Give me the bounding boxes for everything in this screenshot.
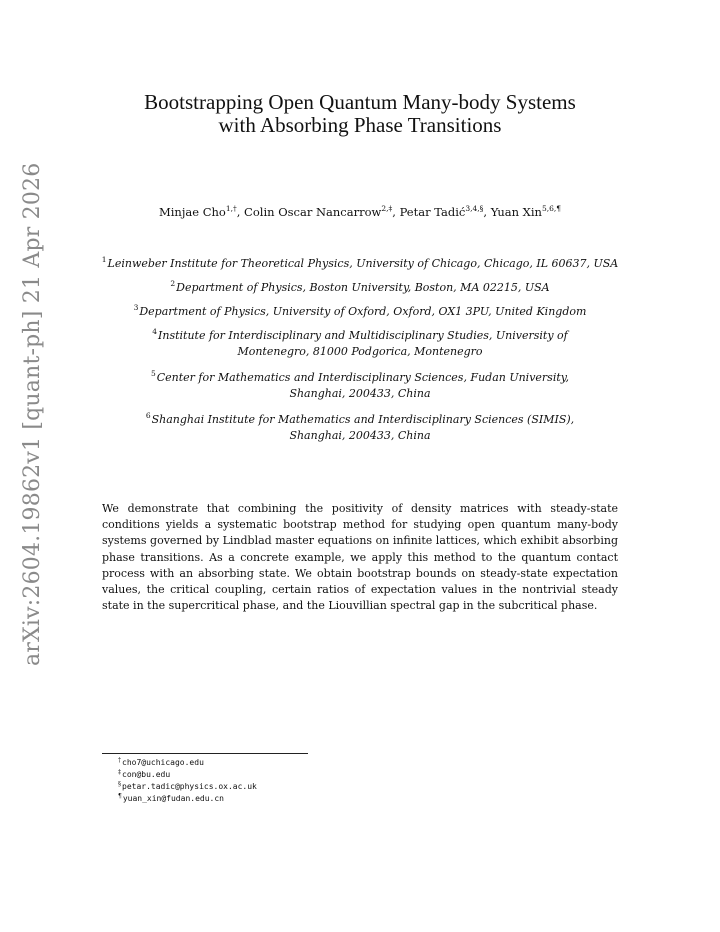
author-list: Minjae Cho$^{1,\dagger}$, Colin Oscar Nancarrow$^{2,\ddagger}$, Petar Tadić$^{3,4,\S}$, Yuan Xin$^{5,6,\P}$: [158, 204, 562, 219]
footnote: [118, 781, 418, 793]
affiliation-text: Institute for Interdisciplinary and Multidisciplinary Studies, University of: [158, 329, 568, 342]
title-line-1: Bootstrapping Open Quantum Many-body Systems: [144, 90, 576, 114]
author-marks: 5,6,¶: [541, 204, 562, 213]
affiliation-number: 5: [150, 369, 156, 378]
affiliation-number: 1: [101, 255, 107, 264]
footnote-rule: [102, 753, 308, 754]
affiliation-text: Department of Physics, Boston University, Boston, MA 02215, USA: [176, 281, 550, 294]
affiliation-number: 3: [133, 303, 139, 312]
author-marks: 2,‡: [381, 204, 393, 213]
footnote: [118, 793, 418, 805]
footnotes: [118, 757, 418, 805]
affiliation-text-line-2: Montenegro, 81000 Podgorica, Montenegro: [237, 345, 483, 358]
author-name: Colin Oscar Nancarrow: [244, 205, 382, 219]
author-marks: 3,4,§: [465, 204, 484, 213]
author-name: Petar Tadić: [399, 205, 466, 219]
footnote: [118, 757, 418, 769]
affiliation-number: 6: [145, 411, 151, 420]
affiliation: [90, 256, 630, 272]
author-marks: 1,†: [225, 204, 237, 213]
affiliation: [90, 280, 630, 296]
affiliation-text: Shanghai Institute for Mathematics and Interdisciplinary Sciences (SIMIS),: [151, 413, 575, 426]
footnote-email[interactable]: yuan_xin@fudan.edu.cn: [122, 794, 224, 803]
arxiv-identifier-stamp: arXiv:2604.19862v1 [quant-ph] 21 Apr 2026: [20, 162, 45, 666]
affiliation-text-line-2: Shanghai, 200433, China: [289, 387, 431, 400]
affiliation-number: 2: [170, 279, 176, 288]
title-line-2: with Absorbing Phase Transitions: [218, 113, 502, 137]
footnote-mark: ‡: [118, 769, 121, 776]
affiliation: [90, 304, 630, 320]
author-name: Minjae Cho: [158, 205, 226, 219]
affiliation: [90, 328, 630, 360]
footnote-email[interactable]: con@bu.edu: [122, 770, 171, 779]
footnote-mark: §: [118, 781, 121, 788]
footnote: [118, 769, 418, 781]
abstract: We demonstrate that combining the positivity of density matrices with steady-state conditions yields a systematic bootstrap method for studying open quantum many-body systems governed by Lindblad master equations on infinite lattices, which exhibit absorbing phase transitions. As a concrete example, we apply this method to the quantum contact process with an absorbing state. We obtain bootstrap bounds on steady-state expectation values, the critical coupling, certain ratios of expectation values in the nontrivial steady state in the supercritical phase, and the Liouvillian spectral gap in the subcritical phase.: [102, 502, 618, 613]
paper-title: [60, 91, 660, 137]
footnote-mark: ¶: [118, 793, 122, 800]
affiliation-number: 4: [152, 327, 158, 336]
affiliation-text: Center for Mathematics and Interdisciplinary Sciences, Fudan University,: [156, 371, 570, 384]
author-name: Yuan Xin: [490, 205, 542, 219]
footnote-email[interactable]: cho7@uchicago.edu: [122, 758, 204, 767]
affiliation: [90, 412, 630, 444]
affiliation-text: Leinweber Institute for Theoretical Physics, University of Chicago, Chicago, IL 60637, USA: [107, 257, 619, 270]
footnote-email[interactable]: petar.tadic@physics.ox.ac.uk: [122, 782, 257, 791]
affiliation-text: Department of Physics, University of Oxford, Oxford, OX1 3PU, United Kingdom: [139, 305, 587, 318]
footnote-mark: †: [118, 757, 121, 764]
affiliation-text-line-2: Shanghai, 200433, China: [289, 429, 431, 442]
affiliation: [90, 370, 630, 402]
